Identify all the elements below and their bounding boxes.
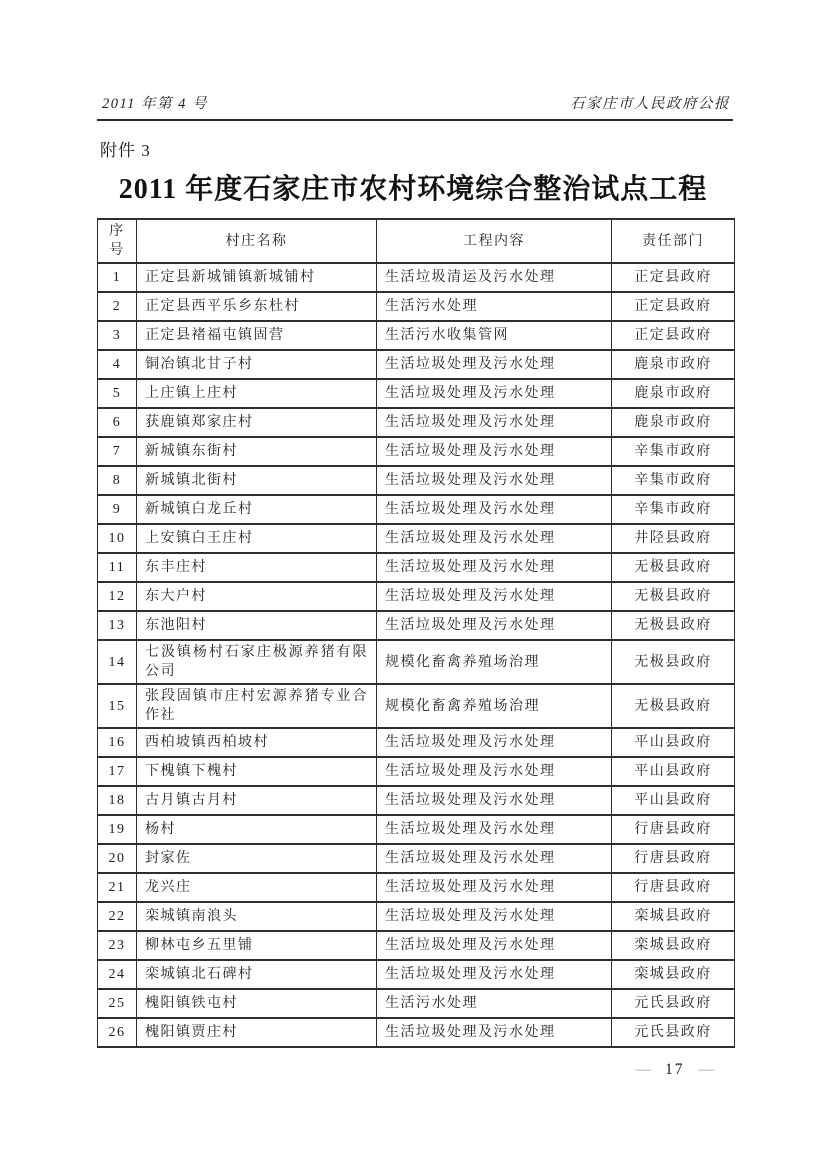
cell-no: 9 — [98, 495, 137, 524]
page-number-value: 17 — [665, 1061, 685, 1078]
cell-village-name: 正定县褚福屯镇固营 — [137, 321, 377, 350]
cell-village-name: 封家佐 — [137, 844, 377, 873]
page-number-dash-right: — — [698, 1061, 714, 1078]
table-row — [98, 437, 735, 466]
cell-village-name: 上安镇白王庄村 — [137, 524, 377, 553]
cell-village-name: 栾城镇北石碑村 — [137, 960, 377, 989]
cell-department: 栾城县政府 — [612, 931, 735, 960]
cell-village-name: 古月镇古月村 — [137, 786, 377, 815]
cell-no: 15 — [98, 684, 137, 728]
table-row — [98, 1018, 735, 1047]
page-number-dash-left: — — [635, 1061, 651, 1078]
cell-village-name: 张段固镇市庄村宏源养猪专业合作社 — [137, 684, 377, 728]
table-row — [98, 495, 735, 524]
table-row — [98, 844, 735, 873]
header-rule — [97, 119, 733, 121]
table-row — [98, 553, 735, 582]
cell-village-name: 铜冶镇北甘子村 — [137, 350, 377, 379]
table-row — [98, 873, 735, 902]
cell-no: 14 — [98, 640, 137, 684]
cell-department: 辛集市政府 — [612, 437, 735, 466]
cell-village-name: 七汲镇杨村石家庄极源养猪有限公司 — [137, 640, 377, 684]
cell-village-name: 槐阳镇铁屯村 — [137, 989, 377, 1018]
cell-department: 正定县政府 — [612, 292, 735, 321]
projects-table — [97, 218, 735, 1048]
cell-project-content: 生活垃圾处理及污水处理 — [377, 873, 612, 902]
cell-no: 26 — [98, 1018, 137, 1047]
cell-project-content: 生活垃圾处理及污水处理 — [377, 902, 612, 931]
cell-project-content: 生活垃圾处理及污水处理 — [377, 844, 612, 873]
cell-no: 4 — [98, 350, 137, 379]
cell-village-name: 新城镇北街村 — [137, 466, 377, 495]
column-header-no: 序号 — [98, 219, 137, 263]
cell-village-name: 栾城镇南浪头 — [137, 902, 377, 931]
cell-project-content: 生活污水处理 — [377, 989, 612, 1018]
cell-department: 栾城县政府 — [612, 902, 735, 931]
page-number — [0, 1061, 714, 1079]
cell-village-name: 正定县新城铺镇新城铺村 — [137, 263, 377, 292]
cell-department: 平山县政府 — [612, 757, 735, 786]
table-row — [98, 640, 735, 684]
cell-project-content: 生活垃圾处理及污水处理 — [377, 1018, 612, 1047]
cell-project-content: 生活垃圾处理及污水处理 — [377, 379, 612, 408]
cell-no: 25 — [98, 989, 137, 1018]
cell-village-name: 新城镇东街村 — [137, 437, 377, 466]
table-row — [98, 408, 735, 437]
cell-village-name: 柳林屯乡五里铺 — [137, 931, 377, 960]
table-row — [98, 321, 735, 350]
cell-village-name: 杨村 — [137, 815, 377, 844]
cell-department: 元氏县政府 — [612, 989, 735, 1018]
cell-project-content: 生活垃圾处理及污水处理 — [377, 495, 612, 524]
cell-no: 10 — [98, 524, 137, 553]
table-row — [98, 960, 735, 989]
cell-no: 20 — [98, 844, 137, 873]
table-body — [98, 263, 735, 1047]
issue-number: 2011 年第 4 号 — [102, 96, 209, 112]
cell-project-content: 生活垃圾处理及污水处理 — [377, 466, 612, 495]
cell-village-name: 东池阳村 — [137, 611, 377, 640]
cell-no: 24 — [98, 960, 137, 989]
column-header-department: 责任部门 — [612, 219, 735, 263]
table-row — [98, 684, 735, 728]
cell-village-name: 西柏坡镇西柏坡村 — [137, 728, 377, 757]
table-row — [98, 466, 735, 495]
table-row — [98, 350, 735, 379]
cell-department: 鹿泉市政府 — [612, 408, 735, 437]
cell-no: 21 — [98, 873, 137, 902]
cell-department: 平山县政府 — [612, 728, 735, 757]
cell-no: 22 — [98, 902, 137, 931]
cell-project-content: 生活垃圾处理及污水处理 — [377, 786, 612, 815]
cell-village-name: 上庄镇上庄村 — [137, 379, 377, 408]
table-row — [98, 524, 735, 553]
cell-department: 辛集市政府 — [612, 466, 735, 495]
cell-village-name: 槐阳镇贾庄村 — [137, 1018, 377, 1047]
cell-no: 3 — [98, 321, 137, 350]
cell-department: 无极县政府 — [612, 582, 735, 611]
cell-no: 16 — [98, 728, 137, 757]
cell-project-content: 生活垃圾清运及污水处理 — [377, 263, 612, 292]
cell-department: 无极县政府 — [612, 684, 735, 728]
cell-village-name: 龙兴庄 — [137, 873, 377, 902]
cell-project-content: 生活垃圾处理及污水处理 — [377, 582, 612, 611]
table-row — [98, 786, 735, 815]
cell-project-content: 生活垃圾处理及污水处理 — [377, 815, 612, 844]
table-row — [98, 902, 735, 931]
table-row — [98, 292, 735, 321]
cell-department: 行唐县政府 — [612, 815, 735, 844]
cell-no: 2 — [98, 292, 137, 321]
cell-project-content: 生活垃圾处理及污水处理 — [377, 611, 612, 640]
table-row — [98, 757, 735, 786]
cell-village-name: 获鹿镇郑家庄村 — [137, 408, 377, 437]
cell-no: 6 — [98, 408, 137, 437]
cell-no: 19 — [98, 815, 137, 844]
cell-no: 18 — [98, 786, 137, 815]
cell-project-content: 生活垃圾处理及污水处理 — [377, 553, 612, 582]
cell-project-content: 生活垃圾处理及污水处理 — [377, 350, 612, 379]
cell-project-content: 生活垃圾处理及污水处理 — [377, 524, 612, 553]
cell-department: 平山县政府 — [612, 786, 735, 815]
cell-department: 无极县政府 — [612, 553, 735, 582]
cell-village-name: 下槐镇下槐村 — [137, 757, 377, 786]
running-head — [102, 92, 730, 113]
cell-department: 栾城县政府 — [612, 960, 735, 989]
cell-village-name: 正定县西平乐乡东杜村 — [137, 292, 377, 321]
cell-project-content: 生活污水处理 — [377, 292, 612, 321]
table-row — [98, 815, 735, 844]
column-header-village: 村庄名称 — [137, 219, 377, 263]
table-row — [98, 582, 735, 611]
cell-department: 辛集市政府 — [612, 495, 735, 524]
cell-project-content: 生活垃圾处理及污水处理 — [377, 757, 612, 786]
table-row — [98, 728, 735, 757]
cell-department: 鹿泉市政府 — [612, 379, 735, 408]
cell-no: 12 — [98, 582, 137, 611]
cell-department: 无极县政府 — [612, 611, 735, 640]
column-header-project: 工程内容 — [377, 219, 612, 263]
table-header-row — [98, 219, 735, 263]
cell-project-content: 生活垃圾处理及污水处理 — [377, 408, 612, 437]
cell-department: 无极县政府 — [612, 640, 735, 684]
cell-department: 元氏县政府 — [612, 1018, 735, 1047]
cell-project-content: 规模化畜禽养殖场治理 — [377, 640, 612, 684]
cell-no: 8 — [98, 466, 137, 495]
table-row — [98, 931, 735, 960]
cell-no: 11 — [98, 553, 137, 582]
cell-no: 7 — [98, 437, 137, 466]
table-row — [98, 263, 735, 292]
cell-no: 1 — [98, 263, 137, 292]
gazette-name: 石家庄市人民政府公报 — [570, 96, 730, 112]
cell-village-name: 东丰庄村 — [137, 553, 377, 582]
cell-project-content: 规模化畜禽养殖场治理 — [377, 684, 612, 728]
cell-department: 行唐县政府 — [612, 873, 735, 902]
cell-department: 正定县政府 — [612, 321, 735, 350]
cell-no: 13 — [98, 611, 137, 640]
cell-project-content: 生活垃圾处理及污水处理 — [377, 960, 612, 989]
cell-no: 5 — [98, 379, 137, 408]
cell-department: 行唐县政府 — [612, 844, 735, 873]
table-row — [98, 611, 735, 640]
cell-project-content: 生活污水收集管网 — [377, 321, 612, 350]
cell-no: 17 — [98, 757, 137, 786]
table-row — [98, 379, 735, 408]
attachment-label: 附件 3 — [100, 141, 151, 160]
cell-no: 23 — [98, 931, 137, 960]
cell-village-name: 新城镇白龙丘村 — [137, 495, 377, 524]
cell-department: 鹿泉市政府 — [612, 350, 735, 379]
table-row — [98, 989, 735, 1018]
cell-project-content: 生活垃圾处理及污水处理 — [377, 931, 612, 960]
cell-village-name: 东大户村 — [137, 582, 377, 611]
cell-project-content: 生活垃圾处理及污水处理 — [377, 437, 612, 466]
cell-department: 井陉县政府 — [612, 524, 735, 553]
cell-department: 正定县政府 — [612, 263, 735, 292]
document-title: 2011 年度石家庄市农村环境综合整治试点工程 — [118, 174, 708, 205]
cell-project-content: 生活垃圾处理及污水处理 — [377, 728, 612, 757]
